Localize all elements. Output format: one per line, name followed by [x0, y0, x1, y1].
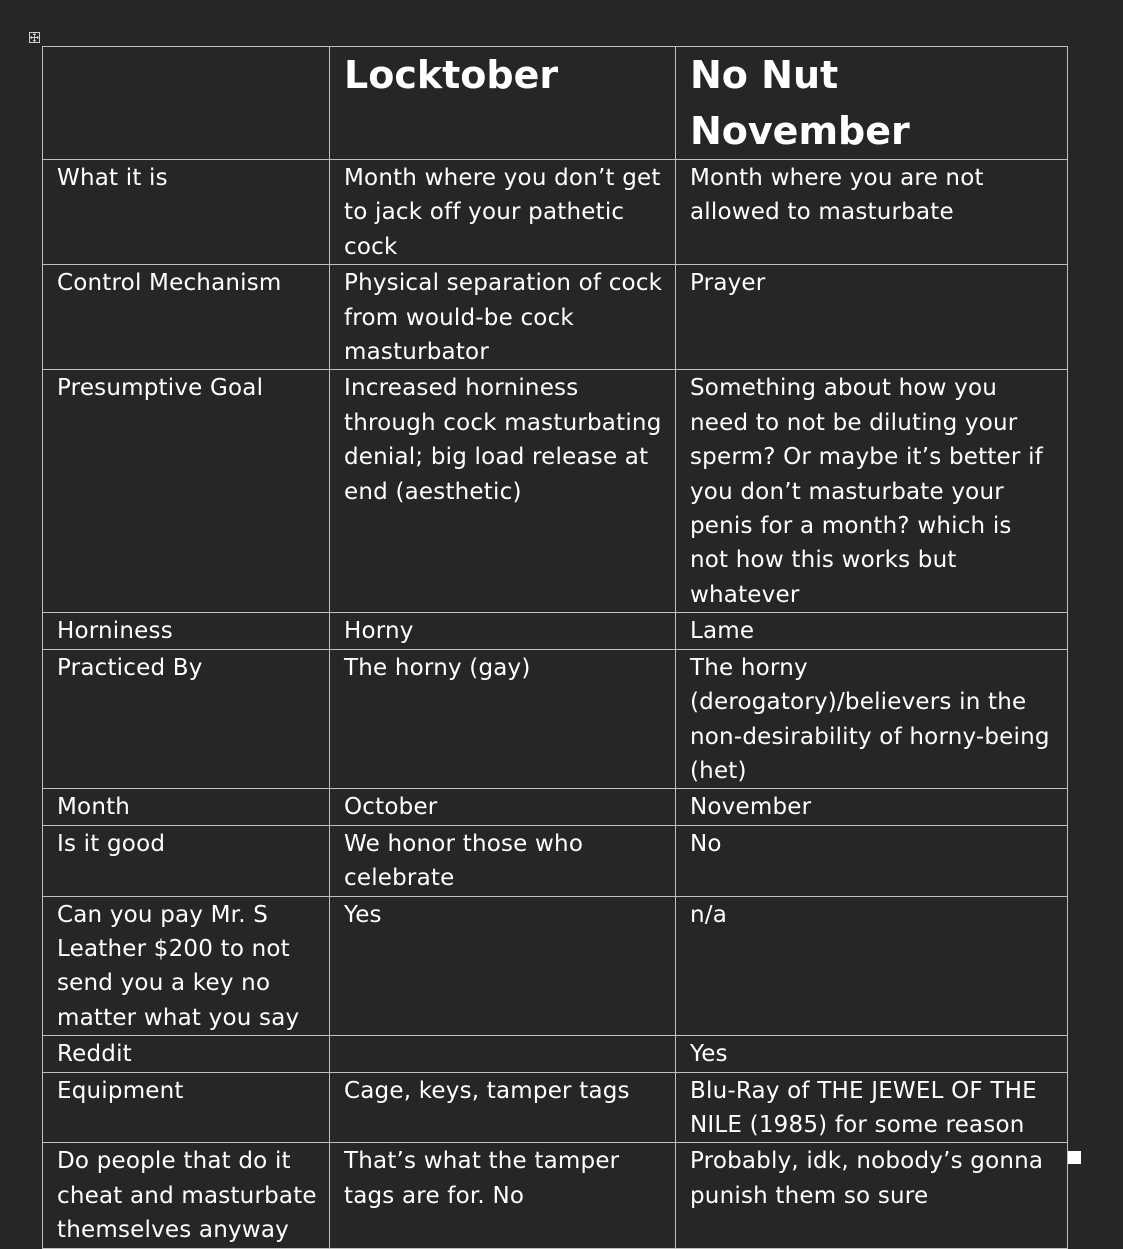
table-row — [43, 789, 1068, 825]
no-nut-november-cell[interactable]: No — [676, 825, 1068, 896]
no-nut-november-cell[interactable]: Something about how you need to not be diluting your sperm? Or maybe it’s better if you don’t masturbate your penis for a month? which is not how this works but whatever — [676, 370, 1068, 613]
table-row — [43, 1143, 1068, 1248]
row-label-cell[interactable]: What it is — [43, 160, 330, 265]
table-row — [43, 370, 1068, 613]
locktober-cell[interactable]: That’s what the tamper tags are for. No — [330, 1143, 676, 1248]
comparison-table — [42, 46, 1068, 1249]
row-label-cell[interactable]: Do people that do it cheat and masturbate themselves anyway — [43, 1143, 330, 1248]
table-row — [43, 649, 1068, 789]
table-row — [43, 613, 1068, 649]
row-label-cell[interactable]: Practiced By — [43, 649, 330, 789]
locktober-cell[interactable]: The horny (gay) — [330, 649, 676, 789]
no-nut-november-cell[interactable]: Month where you are not allowed to masturbate — [676, 160, 1068, 265]
locktober-cell[interactable]: Month where you don’t get to jack off your pathetic cock — [330, 160, 676, 265]
no-nut-november-cell[interactable]: Probably, idk, nobody’s gonna punish them so sure — [676, 1143, 1068, 1248]
header-cell-locktober[interactable]: Locktober — [330, 47, 676, 160]
table-row — [43, 265, 1068, 370]
no-nut-november-cell[interactable]: Lame — [676, 613, 1068, 649]
table-row — [43, 1072, 1068, 1143]
locktober-cell[interactable]: Horny — [330, 613, 676, 649]
no-nut-november-cell[interactable]: n/a — [676, 896, 1068, 1036]
header-cell-empty[interactable] — [43, 47, 330, 160]
table-resize-handle[interactable] — [1068, 1151, 1081, 1164]
locktober-cell[interactable]: Physical separation of cock from would-be cock masturbator — [330, 265, 676, 370]
table-row — [43, 825, 1068, 896]
row-label-cell[interactable]: Is it good — [43, 825, 330, 896]
row-label-cell[interactable]: Equipment — [43, 1072, 330, 1143]
locktober-cell[interactable]: Yes — [330, 896, 676, 1036]
table-row — [43, 160, 1068, 265]
no-nut-november-cell[interactable]: The horny (derogatory)/believers in the non-desirability of horny-being (het) — [676, 649, 1068, 789]
no-nut-november-cell[interactable]: Blu-Ray of THE JEWEL OF THE NILE (1985) for some reason — [676, 1072, 1068, 1143]
row-label-cell[interactable]: Can you pay Mr. S Leather $200 to not send you a key no matter what you say — [43, 896, 330, 1036]
header-cell-no-nut-november[interactable]: No Nut November — [676, 47, 1068, 160]
row-label-cell[interactable]: Month — [43, 789, 330, 825]
locktober-cell[interactable]: We honor those who celebrate — [330, 825, 676, 896]
table-row — [43, 1036, 1068, 1072]
no-nut-november-cell[interactable]: Yes — [676, 1036, 1068, 1072]
row-label-cell[interactable]: Reddit — [43, 1036, 330, 1072]
locktober-cell[interactable]: October — [330, 789, 676, 825]
row-label-cell[interactable]: Control Mechanism — [43, 265, 330, 370]
locktober-cell[interactable] — [330, 1036, 676, 1072]
table-move-handle-icon[interactable] — [29, 32, 40, 43]
locktober-cell[interactable]: Increased horniness through cock masturbating denial; big load release at end (aesthetic) — [330, 370, 676, 613]
row-label-cell[interactable]: Horniness — [43, 613, 330, 649]
table-row — [43, 896, 1068, 1036]
no-nut-november-cell[interactable]: Prayer — [676, 265, 1068, 370]
header-row — [43, 47, 1068, 160]
no-nut-november-cell[interactable]: November — [676, 789, 1068, 825]
row-label-cell[interactable]: Presumptive Goal — [43, 370, 330, 613]
locktober-cell[interactable]: Cage, keys, tamper tags — [330, 1072, 676, 1143]
